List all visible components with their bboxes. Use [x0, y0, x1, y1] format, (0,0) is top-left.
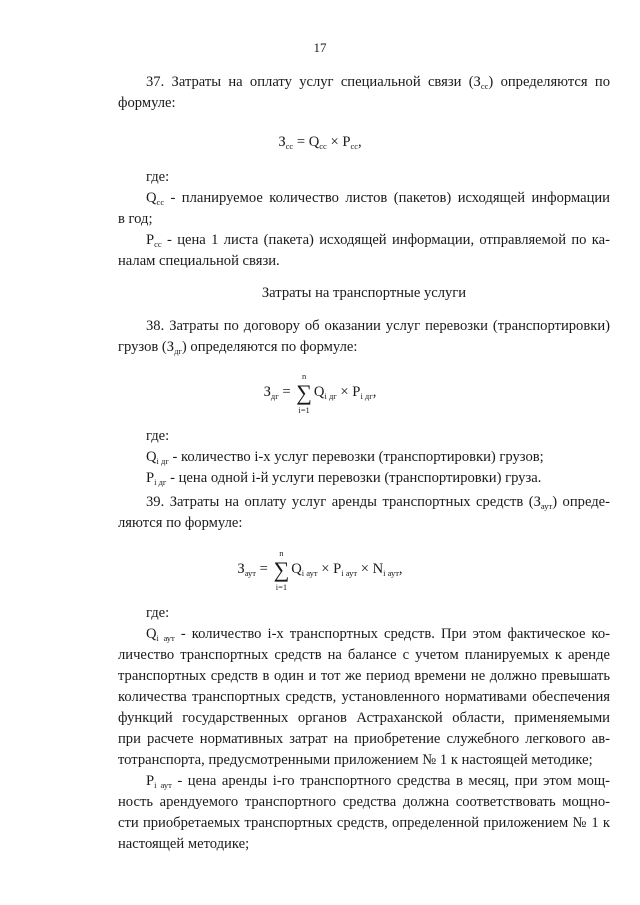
definition-piaut-line: сти приобретаемых транспортных средств, определенной приложением № 1 к — [118, 815, 610, 831]
definition-qiaut: $Q_{i аут}$ - количество i-х транспортных средств. При этом фактическое ко- — [146, 626, 610, 643]
where-label-3: где: — [146, 605, 170, 621]
definition-pss: $Р_{сс}$ - цена 1 листа (пакета) исходящей информации, отправляемой по ка- — [146, 232, 610, 249]
definition-qiaut-line: транспортных средств в один и тот же период времени не должно превышать — [118, 668, 610, 684]
definition-qiaut-line: личество транспортных средств на балансе с учетом планируемых к аренде — [118, 647, 610, 663]
definition-qiaut-line: тотранспорта, предусмотренными приложением № 1 к настоящей методике; — [118, 752, 593, 768]
formula-38: $З_{дг}$ = ∑ n i=1 $Q_{i дг} \times P_{i дг}$, — [263, 371, 377, 415]
definition-qiaut-line: функций государственных органов Астраханской области, применяемыми — [118, 710, 610, 726]
paragraph-37-line1: 37. Затраты на оплату услуг специальной связи $(З_{сс})$ определяются по — [146, 74, 611, 91]
sum-symbol: ∑ n i=1 — [273, 548, 290, 592]
definition-pss-line2: налам специальной связи. — [118, 253, 280, 269]
paragraph-38-line2: грузов $(З_{дг})$ определяются по формуле: — [118, 339, 358, 356]
page-number: 17 — [313, 40, 327, 55]
definition-piaut-line: ность арендуемого транспортного средства должна соответствовать мощно- — [118, 794, 610, 810]
section-heading: Затраты на транспортные услуги — [261, 285, 467, 301]
definition-piaut-line: настоящей методике; — [118, 836, 250, 852]
paragraph-39-line1: 39. Затраты на оплату услуг аренды транспортных средств $(З_{аут})$ опреде- — [146, 494, 610, 511]
definition-qidg: $Q_{i дг}$ - количество i-х услуг перевозки (транспортировки) грузов; — [146, 449, 544, 466]
definition-qss: $Q_{сс}$ - планируемое количество листов (пакетов) исходящей информации — [146, 190, 610, 207]
where-label-2: где: — [146, 428, 170, 444]
where-label-1: где: — [146, 169, 170, 185]
formula-37: $З_{сс} = Q_{сс} \times P_{сс}$, — [278, 134, 362, 151]
paragraph-37-line2: формуле: — [118, 95, 176, 111]
definition-piaut: $P_{i аут}$ - цена аренды i-го транспортного средства в месяц, при этом мощ- — [146, 773, 611, 790]
paragraph-38-line1: 38. Затраты по договору об оказании услуг перевозки (транспортировки) — [146, 318, 610, 334]
definition-qiaut-line: количества транспортных средств, установленного нормативами обеспечения — [118, 689, 610, 705]
sum-symbol: ∑ n i=1 — [296, 371, 312, 415]
definition-pidg: $P_{i дг}$ - цена одной i-й услуги перевозки (транспортировки) груза. — [146, 470, 542, 487]
paragraph-39-line2: ляются по формуле: — [118, 515, 243, 531]
definition-qss-line2: в год; — [118, 211, 153, 227]
formula-39: $З_{аут}$ = ∑ n i=1 $Q_{i аут} \times P_{i аут} \times N_{i аут}$, — [237, 548, 403, 592]
definition-qiaut-line: при расчете нормативных затрат на приобретение служебного легкового ав- — [118, 731, 610, 747]
